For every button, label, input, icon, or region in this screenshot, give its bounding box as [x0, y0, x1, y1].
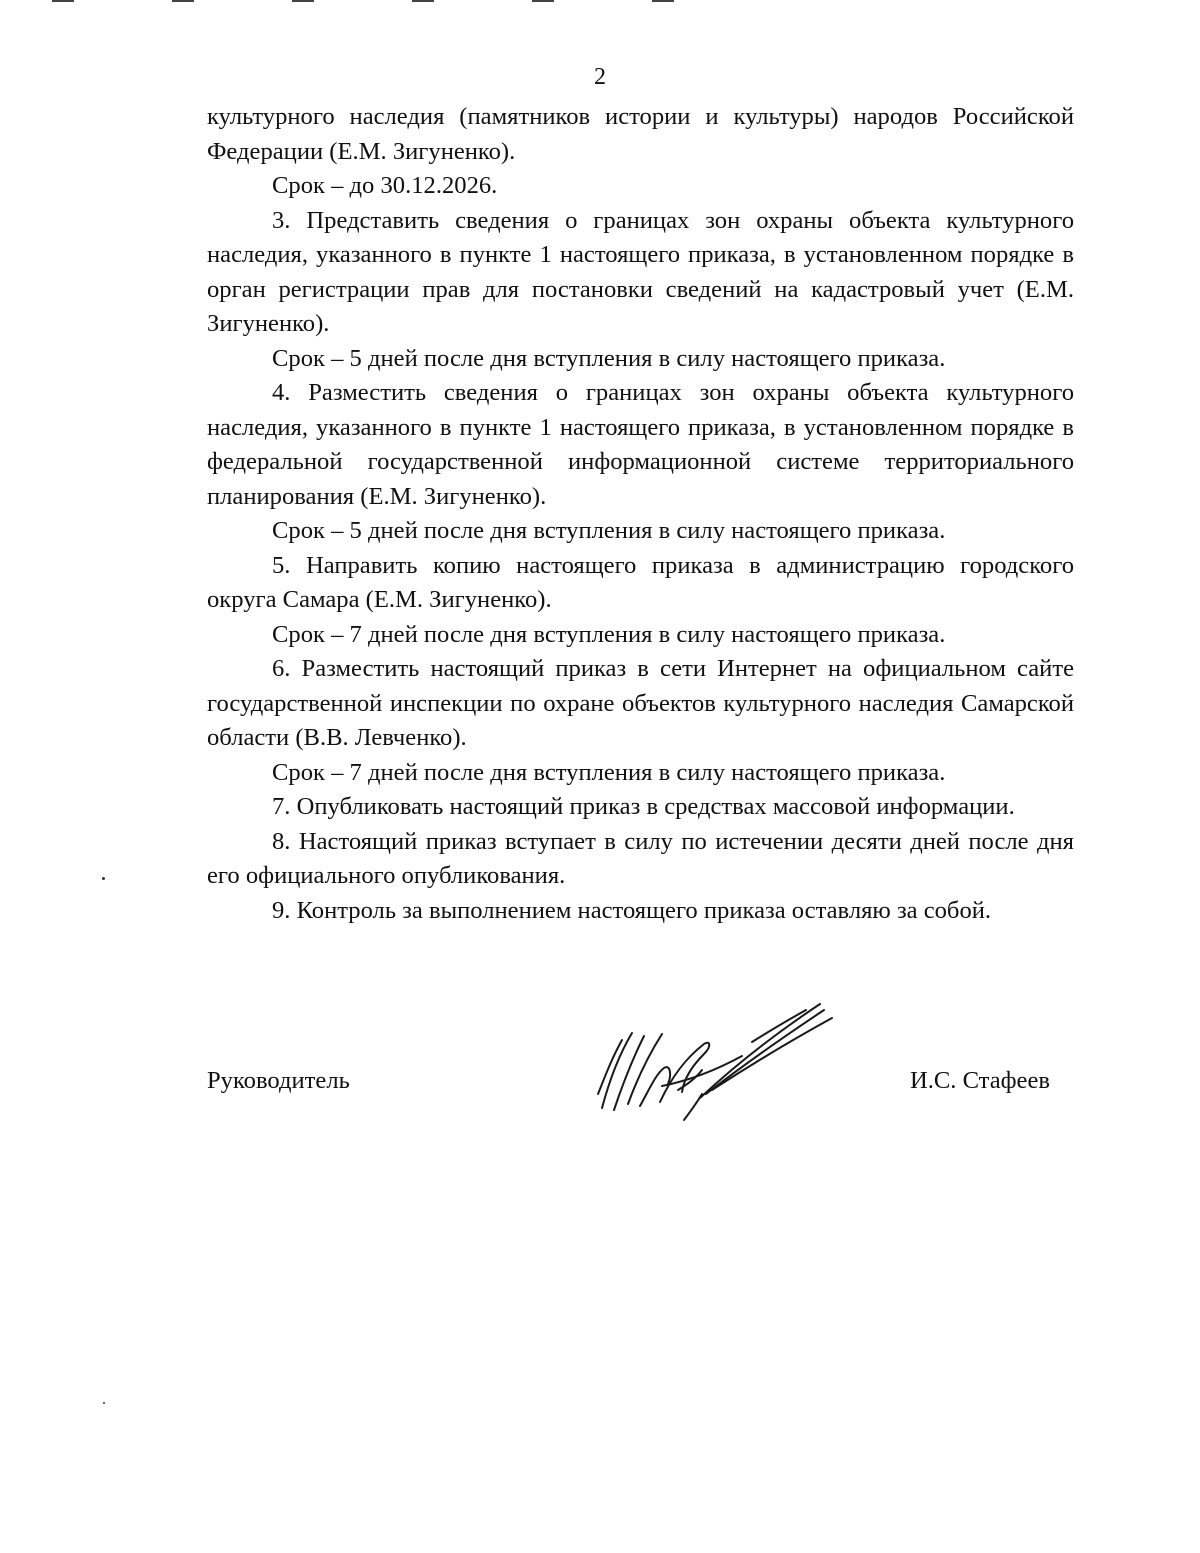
- scan-speck: [102, 877, 105, 880]
- scan-mark: [412, 0, 434, 2]
- scan-speck: [103, 1402, 105, 1404]
- handwritten-signature-icon: [592, 998, 842, 1123]
- paragraph-deadline: Срок – 5 дней после дня вступления в силу настоящего приказа.: [272, 344, 946, 372]
- paragraph-item-7: 7. Опубликовать настоящий приказ в средствах массовой информации.: [272, 793, 1015, 820]
- paragraph-continuation: культурного наследия (памятников истории и культуры) народов Российской Федерации (Е.М. Зигуненко).: [207, 103, 1074, 165]
- paragraph-item-6: 6. Разместить настоящий приказ в сети Интернет на официальном сайте государственной инспекции по охране объектов культурного наследия Самарской области (В.В. Левченко).: [207, 655, 1074, 751]
- scan-mark: [172, 0, 194, 2]
- signature-block: [207, 1060, 1074, 1160]
- signatory-role: Руководитель: [207, 1067, 350, 1094]
- scan-mark: [532, 0, 554, 2]
- paragraph-item-3: 3. Представить сведения о границах зон охраны объекта культурного наследия, указанного в пункте 1 настоящего приказа, в установленном порядке в орган регистрации прав для постановки сведений на кадастровый учет (Е.М. Зигуненко).: [207, 206, 1074, 337]
- paragraph-deadline: Срок – до 30.12.2026.: [272, 172, 498, 199]
- signatory-name: И.С. Стафеев: [909, 1067, 1050, 1094]
- paragraph-item-8: 8. Настоящий приказ вступает в силу по истечении десяти дней после дня его официального опубликования.: [207, 827, 1074, 889]
- paragraph-deadline: Срок – 7 дней после дня вступления в силу настоящего приказа.: [272, 620, 946, 648]
- paragraph-item-5: 5. Направить копию настоящего приказа в администрацию городского округа Самара (Е.М. Зигуненко).: [207, 551, 1074, 613]
- paragraph-deadline: Срок – 7 дней после дня вступления в силу настоящего приказа.: [272, 758, 946, 786]
- paragraph-item-9: 9. Контроль за выполнением настоящего приказа оставляю за собой.: [272, 896, 992, 924]
- scan-mark: [652, 0, 674, 2]
- document-body: [207, 100, 1074, 928]
- page-number: 2: [594, 64, 606, 90]
- paragraph-deadline: Срок – 5 дней после дня вступления в силу настоящего приказа.: [272, 517, 946, 544]
- paragraph-item-4: 4. Разместить сведения о границах зон охраны объекта культурного наследия, указанного в пункте 1 настоящего приказа, в установленном порядке в федеральной государственной информационной системе территориального планирования (Е.М. Зигуненко).: [207, 379, 1074, 510]
- scan-mark: [292, 0, 314, 2]
- scan-mark: [52, 0, 74, 2]
